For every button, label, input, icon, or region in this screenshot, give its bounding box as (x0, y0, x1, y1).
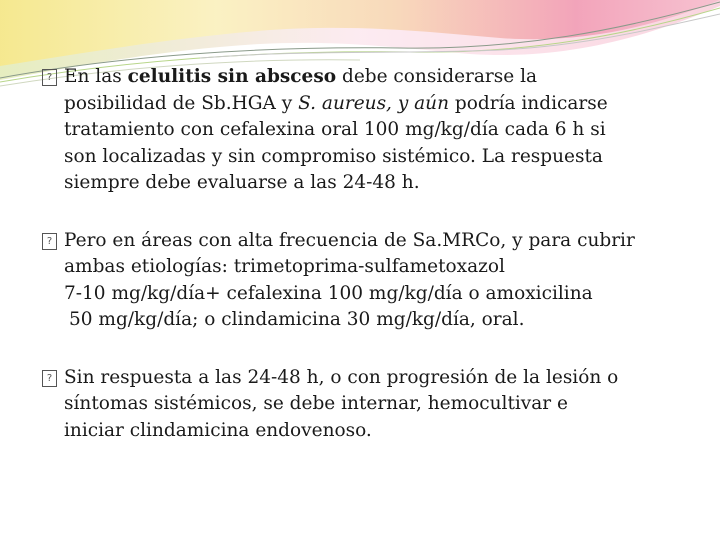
text-run: son localizadas y sin compromiso sistémico. La respuesta (64, 145, 603, 167)
text-run: iniciar clindamicina endovenoso. (64, 419, 372, 441)
paragraph-line (64, 254, 692, 281)
text-run: posibilidad de Sb.HGA y (64, 92, 299, 114)
missing-glyph-box-icon: ? (42, 69, 57, 86)
paragraph-line (64, 307, 692, 334)
missing-glyph-box-icon: ? (42, 370, 57, 387)
text-run: 7-10 mg/kg/día+ cefalexina 100 mg/kg/día o amoxicilina (64, 282, 593, 304)
text-run: ambas etiologías: trimetoprima-sulfametoxazol (64, 256, 505, 277)
italic-text: S. aureus, y aún (298, 92, 450, 114)
paragraph-line (64, 64, 692, 91)
text-run: podría indicarse (449, 92, 608, 114)
paragraph-line (64, 170, 692, 197)
bullet-paragraph (42, 365, 692, 445)
paragraph-line (64, 365, 692, 392)
text-run: debe considerarse la (336, 66, 538, 87)
bullet-list (42, 64, 692, 444)
paragraph-line (64, 228, 692, 255)
paragraph-line (64, 391, 692, 418)
text-run: Sin respuesta a las 24-48 h, o con progresión de la lesión o (64, 366, 619, 388)
text-run: En las (64, 66, 128, 87)
bullet-paragraph (42, 228, 692, 334)
bullet-paragraph (42, 64, 692, 197)
text-run: síntomas sistémicos, se debe internar, hemocultivar e (64, 393, 568, 414)
text-run: Pero en áreas con alta frecuencia de Sa.MRCo, y para cubrir (64, 229, 635, 251)
text-run: siempre debe evaluarse a las 24-48 h. (64, 172, 420, 193)
missing-glyph-box-icon: ? (42, 233, 57, 250)
paragraph-line (64, 144, 692, 171)
text-run: 50 mg/kg/día; o clindamicina 30 mg/kg/día, oral. (69, 309, 525, 330)
paragraph-line (64, 281, 692, 308)
bold-text: celulitis sin absceso (127, 66, 337, 87)
text-run: tratamiento con cefalexina oral 100 mg/kg/día cada 6 h si (64, 119, 606, 140)
paragraph-line (64, 418, 692, 445)
paragraph-line (64, 117, 692, 144)
paragraph-line (64, 91, 692, 118)
